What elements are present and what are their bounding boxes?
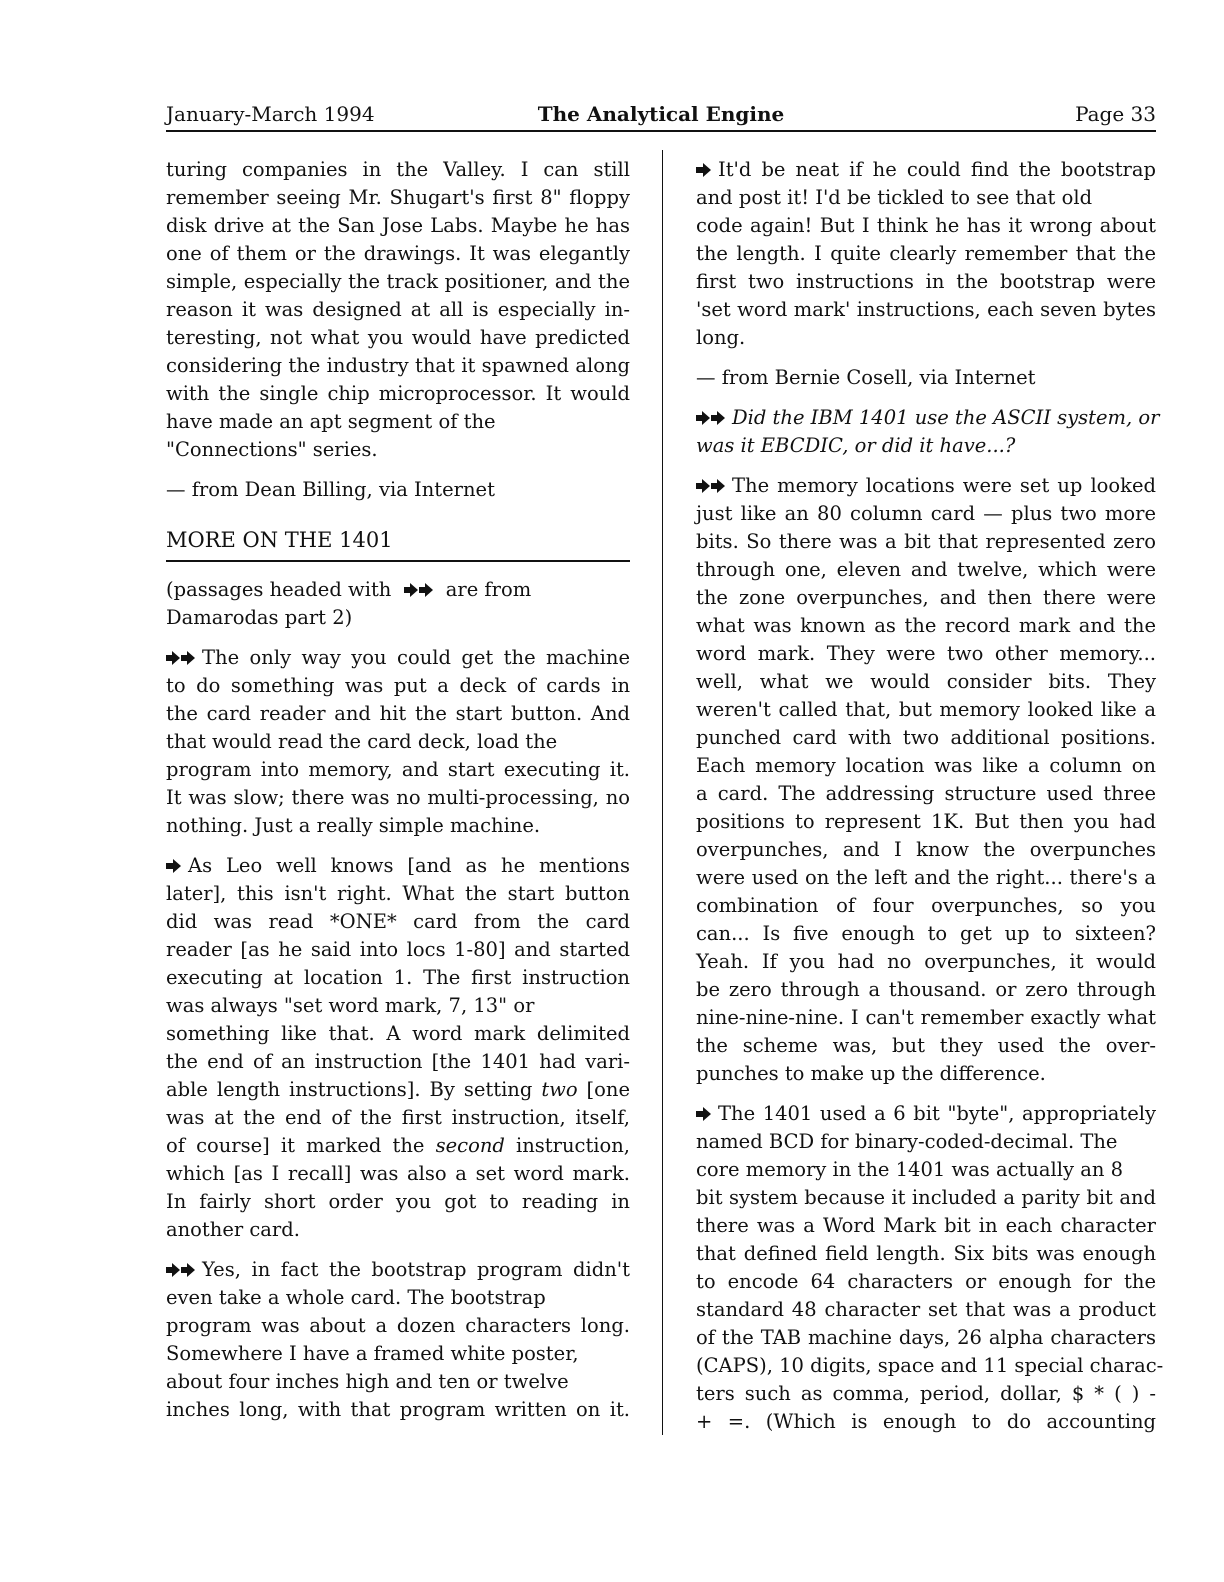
section-heading: MORE ON THE 1401 (166, 526, 630, 562)
double-right-arrow-icon (696, 403, 726, 431)
intro-paragraph: turing companies in the Valley. I can still remember seeing Mr. Shugart's first 8" floppy disk drive at the San Jose Labs. Maybe he has one of them or the drawings. It was elegantly simple, especially the track positioner, and the reason it was designed at all is especially in- teresting, not what you would have predicted considering the industry that it spawned along with the single chip microprocessor. It would have made an apt segment of the "Connections" series. (166, 158, 630, 461)
paragraph-memory-locations: The memory locations were set up looked just like an 80 column card — plus two more bits. So there was a bit that represented zero through one, eleven and twelve, which were the zone overpunches, and then there were what was known as the record mark and the word mark. They were two other memory... well, what we would consider bits. They weren't called that, but memory looked like a punched card with two additional positions. Each memory location was like a column on a card. The addressing structure used three positions to represent 1K. But then you had overpunches, and I know the overpunches were used on the left and the right... there's a combination of four overpunches, so you can... Is five enough to get up to sixteen? Yeah. If you had no overpunches, it would be zero through a thousand. or zero through nine-nine-nine. I can't remember exactly what the scheme was, but they used the over- punches to make up the difference. (696, 472, 1156, 1088)
paragraph-only-way: The only way you could get the machine to do something was put a deck of cards in the card reader and hit the start button. And that would read the card deck, load the program into memory, and start executing it. It was slow; there was no multi-processing, no nothing. Just a really simple machine. (166, 644, 630, 840)
double-right-arrow-icon (404, 575, 434, 603)
right-arrow-icon (166, 851, 182, 879)
attribution-billing: — from Dean Billing, via Internet (166, 478, 495, 501)
right-arrow-icon (696, 1099, 712, 1127)
source-note: (passages headed with are from Damarodas part 2) (166, 576, 630, 632)
double-right-arrow-icon (696, 471, 726, 499)
right-arrow-icon (696, 155, 712, 183)
paragraph-bcd: The 1401 used a 6 bit "byte", appropriately named BCD for binary-coded-decimal. The core memory in the 1401 was actually an 8 bit system because it included a parity bit and there was a Word Mark bit in each character that defined field length. Six bits was enough to encode 64 characters or enough for the standard 48 character set that was a product of the TAB machine days, 26 alpha characters (CAPS), 10 digits, space and 11 special charac- ters such as comma, period, dollar, $ * ( ) - + =. (Which is enough to do accounting (696, 1100, 1156, 1436)
column-divider (662, 150, 663, 1435)
right-column (696, 156, 1164, 1448)
question-ascii: Did the IBM 1401 use the ASCII system, or was it EBCDIC, or did it have...? (696, 404, 1156, 460)
page-number: Page 33 (1075, 102, 1156, 126)
publication-title: The Analytical Engine (537, 102, 785, 126)
paragraph-bootstrap: Yes, in fact the bootstrap program didn't even take a whole card. The bootstrap program was about a dozen characters long. Somewhere I have a framed white poster, about four inches high and ten or twelve inches long, with that program written on it. (166, 1256, 630, 1424)
double-right-arrow-icon (166, 1255, 196, 1283)
paragraph-neat: It'd be neat if he could find the bootstrap and post it! I'd be tickled to see that old code again! But I think he has it wrong about the length. I quite clearly remember that the first two instructions in the bootstrap were 'set word mark' instructions, each seven bytes long. (696, 156, 1156, 352)
running-header (166, 100, 1156, 132)
issue-date: January-March 1994 (166, 102, 375, 126)
paragraph-leo: As Leo well knows [and as he mentions later], this isn't right. What the start button did was read *ONE* card from the card reader [as he said into locs 1-80] and started executing at location 1. The first instruction was always "set word mark, 7, 13" or something like that. A word mark delimited the end of an instruction [the 1401 had vari- able length instructions]. By setting two [one was at the end of the first instruction, itself, of course] it marked the second instruction, which [as I recall] was also a set word mark. In fairly short order you got to reading in another card. (166, 852, 630, 1244)
left-column (166, 156, 630, 1436)
attribution-cosell: — from Bernie Cosell, via Internet (696, 366, 1036, 389)
double-right-arrow-icon (166, 643, 196, 671)
